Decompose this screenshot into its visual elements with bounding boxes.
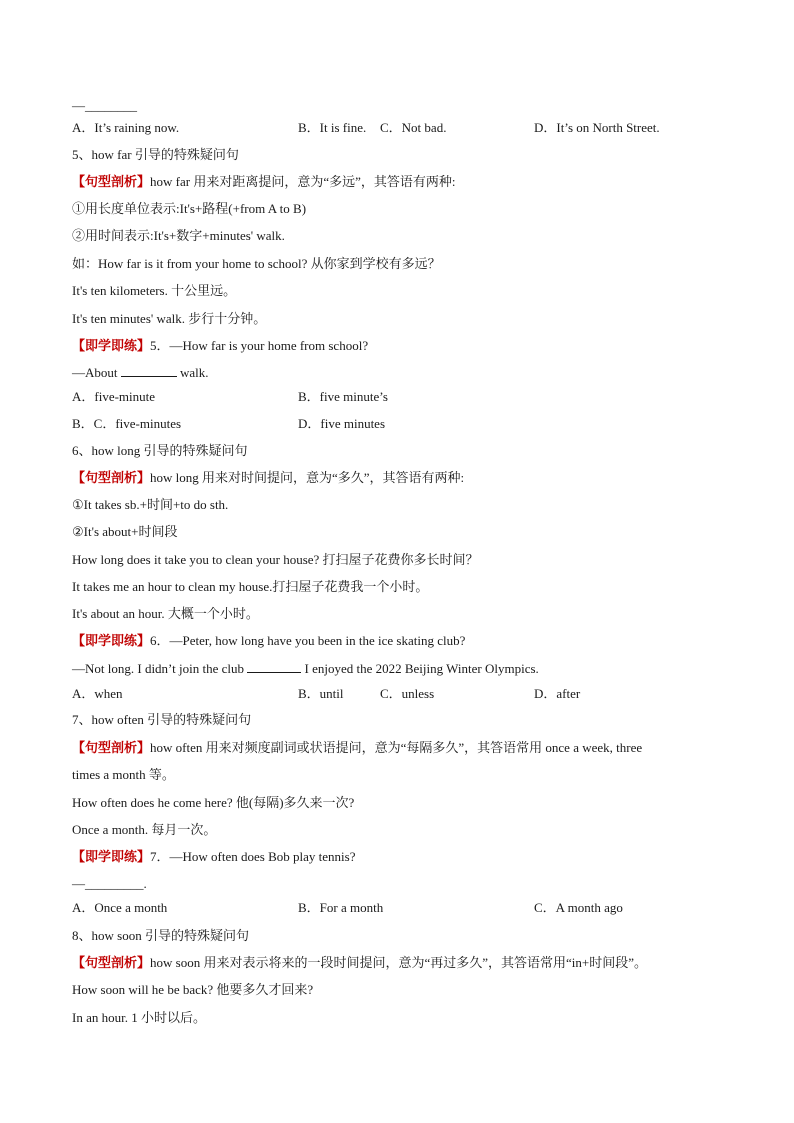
analysis-line [72,174,455,190]
option-d: D．It’s on North Street. [534,120,660,135]
option-a: A．It’s raining now. [72,120,180,135]
analysis-line [72,740,642,756]
point-1: ①It takes sb.+时间+to do sth. [72,497,229,512]
section-heading: 6、how long 引导的特殊疑问句 [72,443,248,458]
practice-tag: 【即学即练】 [72,849,151,864]
option-c: B．C．five-minutes [72,416,182,431]
option-d: D．after [534,686,581,701]
example-line: It's ten minutes' walk. 步行十分钟。 [72,311,267,326]
example-line: Once a month. 每月一次。 [72,822,217,837]
practice-question [72,338,368,354]
analysis-continued: times a month 等。 [72,767,175,782]
practice-text: 6．—Peter, how long have you been in the ice skating club? [150,633,466,648]
section-heading: 8、how soon 引导的特殊疑问句 [72,928,249,943]
option-b: B．five minute’s [298,389,388,404]
answer-blank [247,660,301,673]
analysis-tag: 【句型剖析】 [72,955,151,970]
option-a: A．five-minute [72,389,156,404]
option-a: A．when [72,686,123,701]
option-c: C．unless [380,686,435,701]
analysis-line [72,470,464,486]
point-2: ②It's about+时间段 [72,524,178,539]
section-heading: 7、how often 引导的特殊疑问句 [72,712,252,727]
option-b: B．For a month [298,900,384,915]
example-line: How long does it take you to clean your house? 打扫屋子花费你多长时间？ [72,552,479,567]
option-a: A．Once a month [72,900,168,915]
analysis-text: how often 用来对频度副词或状语提问，意为“每隔多久”，其答语常用 once a week, three [150,740,643,755]
answer-suffix: walk. [180,365,209,380]
option-c: C．Not bad. [380,120,447,135]
example-line: In an hour. 1 小时以后。 [72,1010,206,1025]
practice-text: 5．—How far is your home from school? [150,338,369,353]
practice-question [72,849,355,865]
answer-prefix: —Not long. I didn’t join the club [72,661,244,676]
answer-suffix: I enjoyed the 2022 Beijing Winter Olympics. [304,661,539,676]
analysis-tag: 【句型剖析】 [72,740,151,755]
option-b: B．until [298,686,344,701]
analysis-tag: 【句型剖析】 [72,470,151,485]
answer-line [72,364,209,381]
section-heading: 5、how far 引导的特殊疑问句 [72,147,239,162]
example-line: It's about an hour. 大概一个小时。 [72,606,259,621]
analysis-text: how soon 用来对表示将来的一段时间提问，意为“再过多久”，其答语常用“in+时间段”。 [150,955,647,970]
analysis-line [72,955,647,971]
example-line: How often does he come here? 他(每隔)多久来一次? [72,795,355,810]
example-line: It takes me an hour to clean my house.打扫屋子花费我一个小时。 [72,579,429,594]
practice-tag: 【即学即练】 [72,338,151,353]
example-line: It's ten kilometers. 十公里远。 [72,283,237,298]
option-d: D．five minutes [298,416,386,431]
practice-question [72,633,465,649]
analysis-text: how far 用来对距离提问，意为“多远”，其答语有两种: [150,174,456,189]
option-c: C．A month ago [534,900,623,915]
answer-blank [121,364,177,377]
example-line: How soon will he be back? 他要多久才回来? [72,982,314,997]
option-b: B．It is fine. [298,120,367,135]
analysis-tag: 【句型剖析】 [72,174,151,189]
point-1: ①用长度单位表示:It's+路程(+from A to B) [72,201,307,216]
analysis-text: how long 用来对时间提问，意为“多久”，其答语有两种: [150,470,465,485]
example-line: 如：How far is it from your home to school? 从你家到学校有多远？ [72,256,441,271]
answer-line: —________ [72,98,137,113]
answer-line: —_________. [72,876,147,891]
point-2: ②用时间表示:It's+数字+minutes' walk. [72,228,285,243]
answer-line [72,660,539,677]
practice-text: 7．—How often does Bob play tennis? [150,849,356,864]
answer-prefix: —About [72,365,118,380]
practice-tag: 【即学即练】 [72,633,151,648]
